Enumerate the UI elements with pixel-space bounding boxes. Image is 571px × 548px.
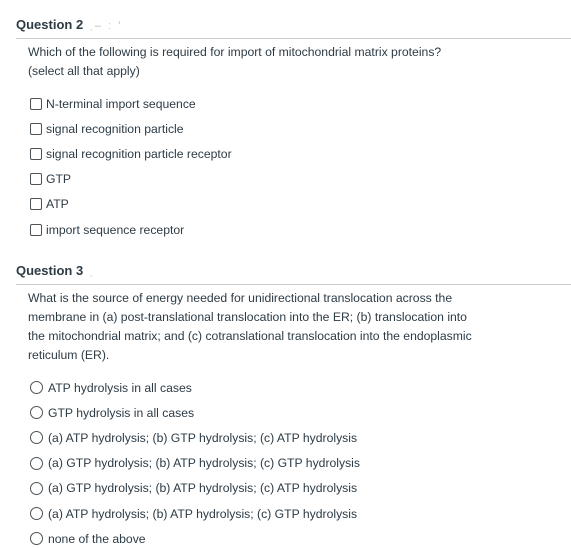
- radio-button[interactable]: [30, 507, 43, 520]
- checkbox[interactable]: [30, 198, 42, 210]
- option-atp-all-cases[interactable]: [30, 375, 360, 400]
- checkbox[interactable]: [30, 173, 42, 185]
- option-n-terminal-import-sequence[interactable]: [30, 91, 232, 116]
- option-label: (a) GTP hydrolysis; (b) ATP hydrolysis; (c) GTP hydrolysis: [48, 456, 360, 471]
- question-3-prompt-line: the mitochondrial matrix; and (c) cotranslational translocation into the endoplasmic: [28, 329, 472, 343]
- question-2-divider: [16, 38, 571, 39]
- option-signal-recognition-particle-receptor[interactable]: [30, 141, 232, 166]
- radio-button[interactable]: [30, 482, 43, 495]
- question-2-prompt-line: Which of the following is required for import of mitochondrial matrix proteins?: [28, 45, 442, 59]
- radio-button[interactable]: [30, 406, 43, 419]
- question-3-prompt: [28, 289, 472, 365]
- question-2-title: Question 2: [16, 17, 84, 32]
- radio-button[interactable]: [30, 532, 43, 545]
- option-label: signal recognition particle receptor: [46, 146, 232, 161]
- option-gtp-atp-gtp[interactable]: [30, 451, 360, 476]
- option-signal-recognition-particle[interactable]: [30, 116, 232, 141]
- checkbox[interactable]: [30, 148, 42, 160]
- question-2-prompt: [28, 43, 441, 81]
- option-label: import sequence receptor: [46, 222, 185, 237]
- option-label: (a) ATP hydrolysis; (b) GTP hydrolysis; (c) ATP hydrolysis: [48, 430, 358, 445]
- option-gtp-atp-atp[interactable]: [30, 476, 360, 501]
- option-label: ATP hydrolysis in all cases: [48, 380, 192, 395]
- option-import-sequence-receptor[interactable]: [30, 217, 232, 242]
- question-3-points: ˌ: [89, 266, 95, 278]
- question-3-title: Question 3: [16, 263, 84, 278]
- option-label: none of the above: [48, 531, 146, 546]
- question-3-prompt-line: What is the source of energy needed for unidirectional translocation across the: [28, 291, 453, 305]
- option-gtp-all-cases[interactable]: [30, 400, 360, 425]
- option-atp-gtp-atp[interactable]: [30, 425, 360, 450]
- option-label: signal recognition particle: [46, 121, 184, 136]
- question-3-prompt-line: reticulum (ER).: [28, 348, 110, 362]
- radio-button[interactable]: [30, 431, 43, 444]
- option-none-of-the-above[interactable]: [30, 526, 360, 548]
- option-label: GTP: [46, 172, 72, 187]
- option-label: GTP hydrolysis in all cases: [48, 405, 195, 420]
- radio-button[interactable]: [30, 457, 43, 470]
- question-2-options: [30, 91, 232, 242]
- option-label: (a) ATP hydrolysis; (b) ATP hydrolysis; (c) GTP hydrolysis: [48, 506, 358, 521]
- question-3-prompt-line: membrane in (a) post-translational translocation into the ER; (b) translocation into: [28, 310, 467, 324]
- option-label: N-terminal import sequence: [46, 96, 196, 111]
- option-atp-atp-gtp[interactable]: [30, 501, 360, 526]
- option-label: ATP: [46, 197, 69, 212]
- option-gtp[interactable]: [30, 167, 232, 192]
- question-3-divider: [16, 284, 571, 285]
- option-label: (a) GTP hydrolysis; (b) ATP hydrolysis; (c) ATP hydrolysis: [48, 481, 358, 496]
- question-3-header: [16, 263, 95, 278]
- question-2-header: [16, 17, 123, 32]
- checkbox[interactable]: [30, 123, 42, 135]
- checkbox[interactable]: [30, 224, 42, 236]
- option-atp[interactable]: [30, 192, 232, 217]
- question-2-instruction: (select all that apply): [28, 64, 140, 78]
- question-3-options: [30, 375, 360, 548]
- radio-button[interactable]: [30, 381, 43, 394]
- checkbox[interactable]: [30, 98, 42, 110]
- question-2-points: ˌ– ː ’: [89, 20, 123, 32]
